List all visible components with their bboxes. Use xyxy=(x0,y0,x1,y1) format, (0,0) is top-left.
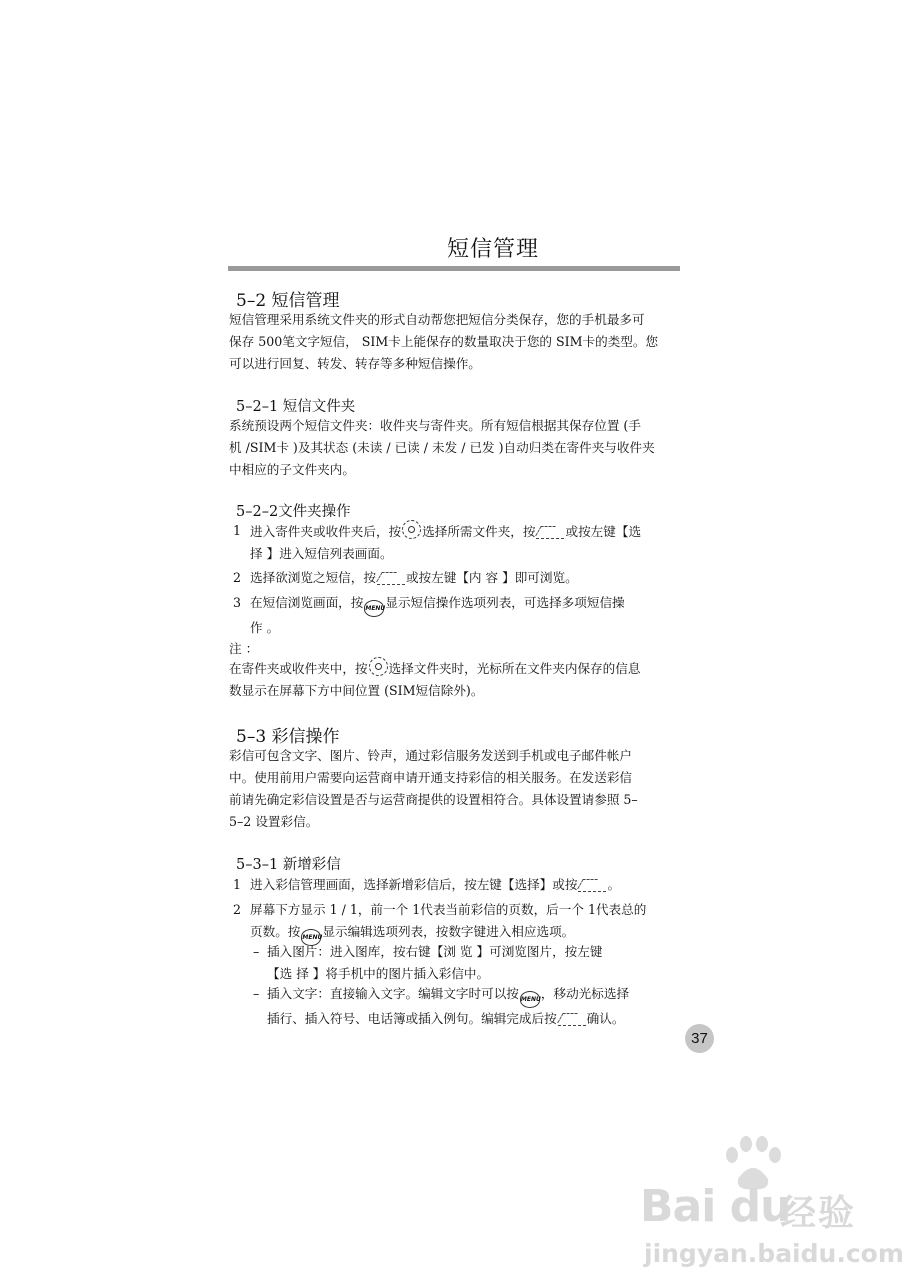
nav-key-icon xyxy=(369,657,388,676)
header-rule xyxy=(228,266,680,271)
body-line: 中。使用前用户需要向运营商申请开通支持彩信的相关服务。在发送彩信 xyxy=(229,770,632,785)
note-body xyxy=(229,657,684,702)
item-text: 或按左键【选 xyxy=(565,524,642,539)
list-number: 1 xyxy=(233,523,242,538)
item-text: 进入寄件夹或收件夹后，按 xyxy=(250,524,402,539)
page-header xyxy=(228,232,680,263)
item-text: ，移动光标选择 xyxy=(540,986,630,1001)
body-line: 系统预设两个短信文件夹：收件夹与寄件夹。所有短信根据其保存位置 (手 xyxy=(229,418,641,433)
item-text: 显示短信操作选项列表，可选择多项短信操 xyxy=(385,595,625,610)
item-text: 选择欲浏览之短信，按 xyxy=(250,570,376,585)
watermark-brand: Bai du xyxy=(640,1181,791,1232)
item-text: 选择所需文件夹，按 xyxy=(422,524,536,539)
body-line: 短信管理采用系统文件夹的形式自动帮您把短信分类保存，您的手机最多可 xyxy=(229,312,645,327)
section-body-5-3 xyxy=(229,745,684,833)
watermark-cn: 经验 xyxy=(780,1193,857,1234)
page-title: 短信管理 xyxy=(446,237,539,262)
item-text: 。 xyxy=(607,877,621,892)
list-item-2 xyxy=(233,567,690,589)
ok-key-icon xyxy=(558,1011,586,1026)
item-text: 插入图片：进入图库，按右键【浏 览 】可浏览图片，按左键 xyxy=(267,944,603,959)
list-number: 2 xyxy=(233,570,242,585)
item-text: 插入文字：直接输入文字。编辑文字时可以按 xyxy=(267,986,519,1001)
body-line: 前请先确定彩信设置是否与运营商提供的设置相符合。具体设置请参照 5– xyxy=(229,792,638,807)
bullet-item-insert-text xyxy=(253,983,687,1030)
body-line: 可以进行回复、转发、转存等多种短信操作。 xyxy=(229,356,481,371)
item-text: 或按左键【内 容 】即可浏览。 xyxy=(405,570,578,585)
note-text: 在寄件夹或收件夹中，按 xyxy=(229,661,368,676)
watermark-url: jingyan.baidu.com xyxy=(644,1239,904,1268)
page-number-badge: 37 xyxy=(685,1024,714,1053)
ok-key-icon xyxy=(536,524,564,539)
note-label: 注 ： xyxy=(229,641,259,656)
list-item-2 xyxy=(233,899,690,946)
ok-key-icon xyxy=(377,570,405,585)
list-number: 2 xyxy=(233,902,242,917)
note-text: 选择文件夹时，光标所在文件夹内保存的信息 xyxy=(388,661,641,676)
item-text: 屏幕下方显示 1 / 1，前一个 1代表当前彩信的页数，后一个 1代表总的 xyxy=(250,902,647,917)
list-number: 1 xyxy=(233,877,242,892)
item-text: 显示编辑选项列表，按数字键进入相应选项。 xyxy=(322,924,575,939)
ok-key-icon xyxy=(578,877,606,892)
list-item-1 xyxy=(233,520,690,565)
section-body-5-2-1 xyxy=(229,415,684,481)
menu-key-icon: MENU xyxy=(301,929,321,946)
body-line: 保存 500笔文字短信， SIM卡上能保存的数量取决于您的 SIM卡的类型。您 xyxy=(229,334,659,349)
menu-key-icon: MENU xyxy=(520,991,540,1008)
section-heading-5-2-2: 5–2–2文件夹操作 xyxy=(236,504,351,520)
section-heading-5-3: 5–3 彩信操作 xyxy=(236,727,340,747)
section-heading-5-2-1: 5–2–1 短信文件夹 xyxy=(236,399,356,415)
item-text: 进入彩信管理画面，选择新增彩信后，按左键【选择】或按 xyxy=(250,877,578,892)
bullet-item-insert-picture xyxy=(253,941,687,985)
list-item-3 xyxy=(233,592,690,639)
item-text: 确认。 xyxy=(586,1011,625,1026)
bullet-dash: – xyxy=(253,986,260,1001)
section-heading-5-2: 5–2 短信管理 xyxy=(236,291,340,311)
note-text: 数显示在屏幕下方中间位置 (SIM短信除外)。 xyxy=(229,683,484,698)
item-text: 择 】进入短信列表画面。 xyxy=(250,546,393,561)
nav-key-icon xyxy=(402,520,421,539)
section-body-5-2 xyxy=(229,309,684,375)
body-line: 机 /SIM卡 )及其状态 (未读 / 已读 / 未发 / 已发 )自动归类在寄件夹与收件夹 xyxy=(229,440,655,455)
menu-key-icon: MENU xyxy=(364,600,384,617)
item-text: 插行、插入符号、电话簿或插入例句。编辑完成后按 xyxy=(267,1011,557,1026)
item-text: 页数。按 xyxy=(250,924,301,939)
body-line: 5–2 设置彩信。 xyxy=(229,814,319,829)
item-text: 作 。 xyxy=(250,620,280,635)
bullet-dash: – xyxy=(253,944,260,959)
item-text: 在短信浏览画面，按 xyxy=(250,595,364,610)
baidu-jingyan-watermark xyxy=(640,1135,904,1275)
list-item-1 xyxy=(233,874,690,896)
section-heading-5-3-1: 5–3–1 新增彩信 xyxy=(236,857,341,873)
body-line: 中相应的子文件夹内。 xyxy=(229,462,355,477)
item-text: 【选 择 】将手机中的图片插入彩信中。 xyxy=(267,966,490,981)
body-line: 彩信可包含文字、图片、铃声，通过彩信服务发送到手机或电子邮件帐户 xyxy=(229,748,632,763)
list-number: 3 xyxy=(233,595,242,610)
